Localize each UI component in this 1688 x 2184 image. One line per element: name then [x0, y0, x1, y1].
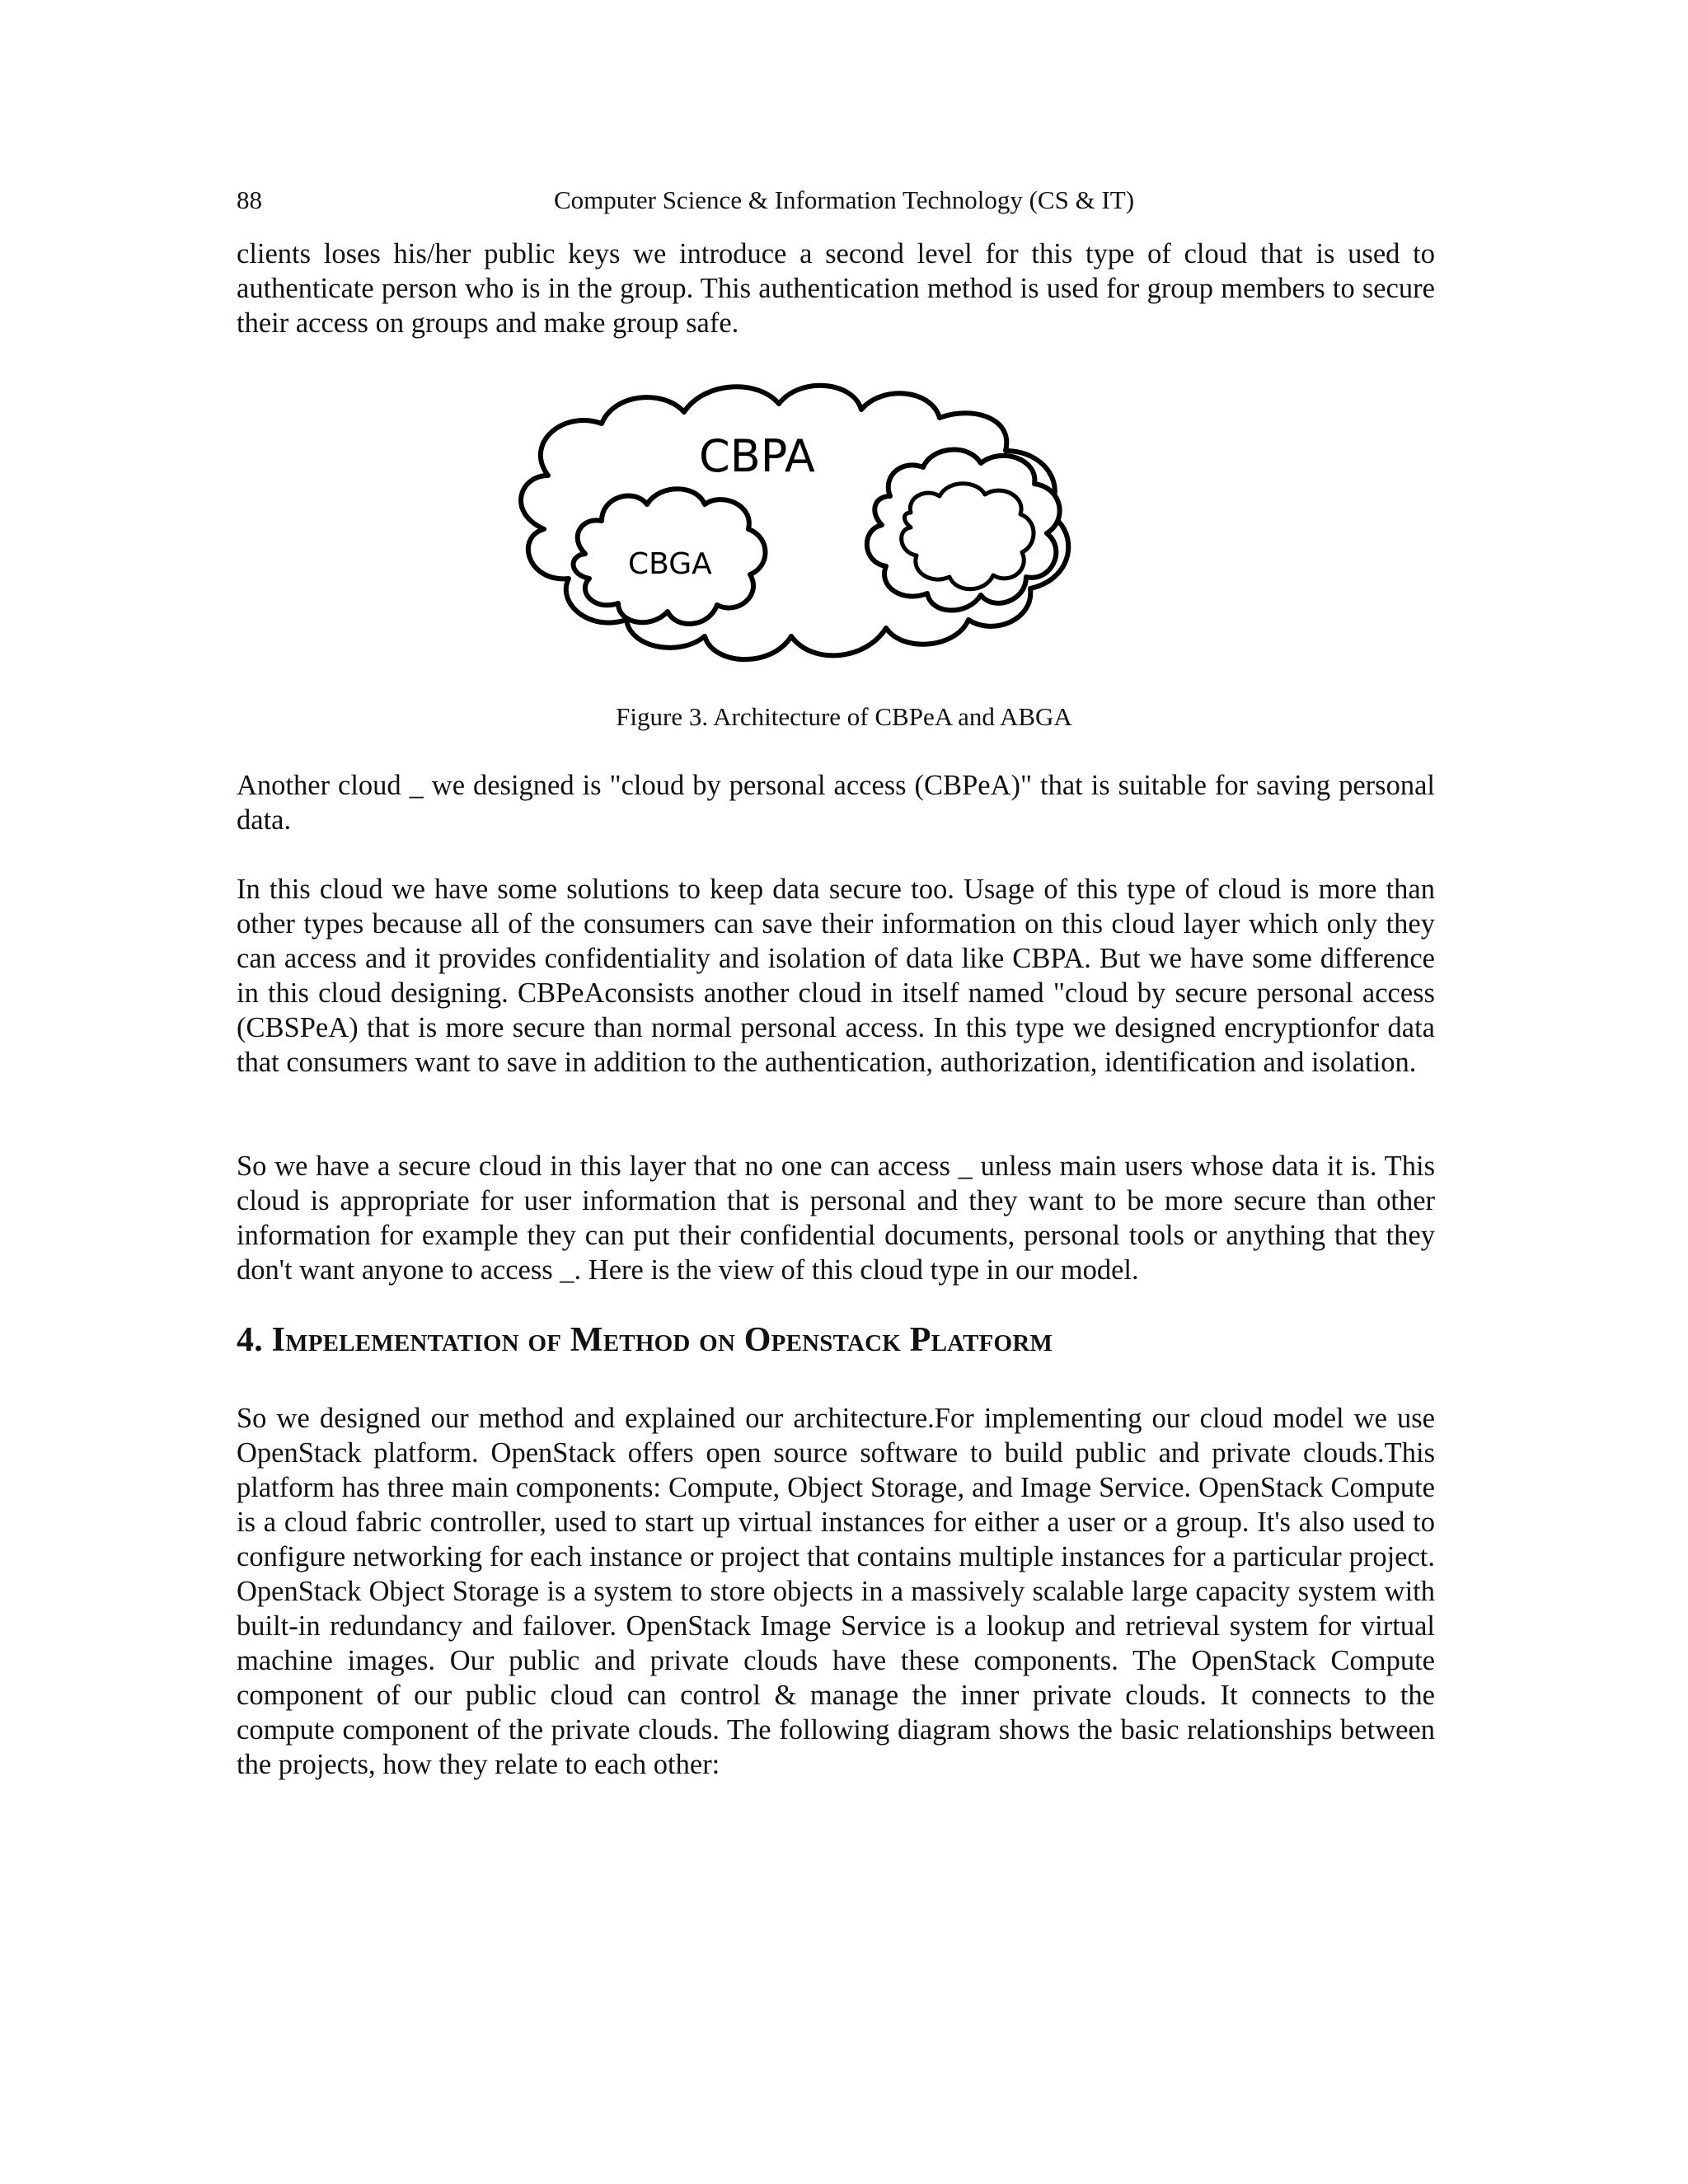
paragraph-1 [237, 237, 1435, 340]
paragraph-text: clients loses his/her public keys we introduce a second level for this type of cloud that is used to authenticate person who is in the group. This authentication method is used for group members to secure their access on groups and make group safe. [237, 238, 1435, 339]
paragraph-text: Another cloud _ we designed is "cloud by personal access (CBPeA)" that is suitable for saving personal data. [237, 770, 1435, 836]
cbpa-label: CBPA [699, 430, 815, 482]
paragraph-text: So we designed our method and explained our architecture.For implementing our cloud model we use OpenStack platform. OpenStack offers open source software to build public and private clouds.This platform has three main components: Compute, Object Storage, and Image Service. OpenStack Compute is a cloud fabric controller, used to start up virtual instances for either a user or a group. It's also used to configure networking for each instance or project that contains multiple instances for a particular project. OpenStack Object Storage is a system to store objects in a massively scalable large capacity system with built-in redundancy and failover. OpenStack Image Service is a lookup and retrieval system for virtual machine images. Our public and private clouds have these components. The OpenStack Compute component of our public cloud can control & manage the inner private clouds. It connects to the compute component of the private clouds. The following diagram shows the basic relationships between the projects, how they relate to each other: [237, 1403, 1435, 1780]
cloud-architecture-figure [486, 373, 1195, 702]
section-heading: 4. Impelementation of Method on Openstack Platform [237, 1321, 1053, 1359]
paragraph-text: So we have a secure cloud in this layer that no one can access _ unless main users whose data it is. This cloud is appropriate for user information that is personal and they want to be more secure than other information for example they can put their confidential documents, personal tools or anything that they don't want anyone to access _. Here is the view of this cloud type in our model. [237, 1151, 1435, 1286]
paragraph-text: In this cloud we have some solutions to keep data secure too. Usage of this type of cloud is more than other types because all of the consumers can save their information on this cloud layer which only they can access and it provides confidentiality and isolation of data like CBPA. But we have some difference in this cloud designing. CBPeAconsists another cloud in itself named "cloud by secure personal access (CBSPeA) that is more secure than normal personal access. In this type we designed encryptionfor data that consumers want to save in addition to the authentication, authorization, identification and isolation. [237, 874, 1435, 1078]
running-header: Computer Science & Information Technology (CS & IT) [553, 185, 1135, 214]
paragraph-5 [237, 1401, 1435, 1782]
cbga-label: CBGA [628, 547, 712, 581]
figure-caption: Figure 3. Architecture of CBPeA and ABGA [616, 702, 1072, 731]
page-number: 88 [237, 185, 262, 214]
paragraph-2 [237, 768, 1435, 837]
paragraph-4 [237, 1149, 1435, 1287]
paragraph-3 [237, 872, 1435, 1080]
